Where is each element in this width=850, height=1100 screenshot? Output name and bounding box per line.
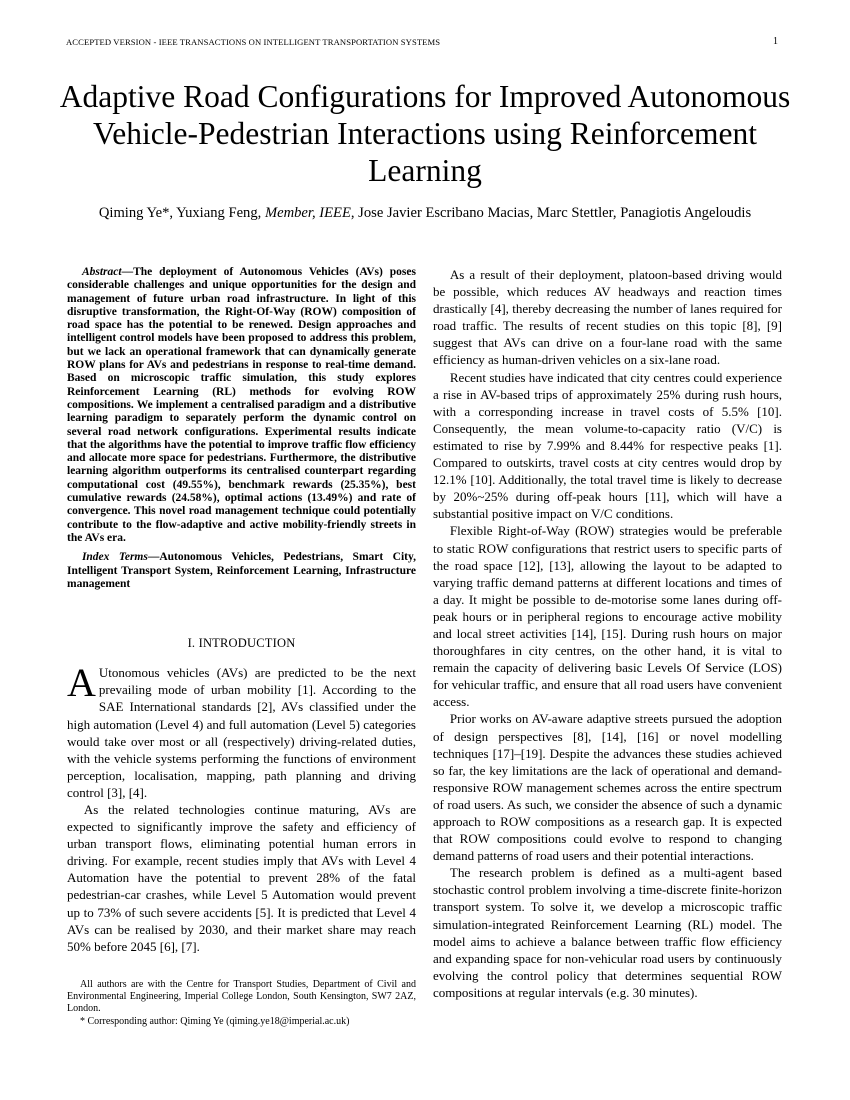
body-paragraph: Flexible Right-of-Way (ROW) strategies would be preferable to static ROW configurations that restrict users to specific parts of the road space [12], [13], allowing the layout to be adapted to varying traffic demand patterns at different locations and times of a day. It might be possible to de-motorise some lanes during off-peak hours or in peripheral regions to encourage active mobility and local street activities [14], [15]. During rush hours on major thoroughfares in city centres, on the other hand, it is vital to remain the capacity of delivering basic Levels Of Service (LOS) for vehicular traffic, and ensure that all road users have convenient access. [433,523,782,710]
abstract [67,266,416,545]
body-paragraph: The research problem is defined as a multi-agent based stochastic control problem involving a time-discrete finite-horizon transport system. To solve it, we develop a microscopic traffic simulation-integrated Reinforcement Learning (RL) model. The model aims to achieve a balance between traffic flow efficiency and expanding space for non-vehicular road users by continuously evolving the control policy that determines sequential ROW compositions at regular intervals (e.g. 30 minutes). [433,865,782,1000]
body-paragraph: Recent studies have indicated that city centres could experience a rise in AV-based trips of approximately 25% during rush hours, with a corresponding increase in travel costs of 5.5% [10]. Consequently, the mean volume-to-capacity ratio (V/C) is estimated to rise by 7.99% and 8.44% for respective peaks [1]. Compared to outskirts, travel costs at city centres would drop by 12.1% [10]. Additionally, the total travel time is likely to decrease by 20%~25% during off-peak hours [11], which will have a substantial positive impact on V/C conditions. [433,369,782,522]
index-terms-text: —Autonomous Vehicles, Pedestrians, Smart City, Intelligent Transport System, Reinforcement Learning, Infrastructure management [67,551,416,590]
abstract-lead: Abstract [81,266,122,278]
page-number: 1 [773,36,778,47]
index-terms [67,551,416,591]
body-paragraph: Prior works on AV-aware adaptive streets pursued the adoption of design perspectives [8], [14], [16] or novel modelling techniques [17]–[19]. Despite the advances these studies achieved so far, the key limitations are the lack of operational and demand-responsive ROW management schemes across the entire spectrum of road users. As such, we consider the absence of such a dynamic approach to ROW compositions as a research gap. It is expected that ROW compositions could evolve to respond to changing demand patterns of road users and their potential interactions. [433,711,782,864]
footnote-corresponding: * Corresponding author: Qiming Ye (qiming.ye18@imperial.ac.uk) [80,1015,350,1027]
authors-before: Qiming Ye*, Yuxiang Feng, [98,205,265,221]
left-column [67,266,416,1028]
section-title-rest: NTRODUCTION [202,636,296,651]
authors-after: , Jose Javier Escribano Macias, Marc Stettler, Panagiotis Angeloudis [350,205,752,221]
author-membership: Member, IEEE [264,205,351,221]
author-list [40,205,810,222]
abstract-text: —The deployment of Autonomous Vehicles (AVs) poses considerable challenges and unique opportunities for the design and management of future urban road infrastructure. In light of this disruptive transformation, the Right-Of-Way (ROW) composition of road space has the potential to be renewed. Design approaches and intelligent control models have been proposed to address this problem, but we lack an operational framework that can dynamically generate ROW plans for AVs and pedestrians in response to real-time demand. Based on microscopic traffic simulation, this study explores Reinforcement Learning (RL) methods for evolving ROW compositions. We implement a centralised paradigm and a distributive learning paradigm to separately perform the dynamic control on several road network configurations. Experimental results indicate that the algorithms have the potential to improve traffic flow efficiency and allocate more space for pedestrians. Furthermore, the distributive learning algorithm outperforms its centralised counterpart regarding computational cost (49.55%), benchmark rewards (25.35%), best cumulative rewards (24.58%), optimal actions (13.49%) and rate of convergence. This novel road management technique could potentially contribute to the flow-adaptive and active mobility-friendly streets in the AVs era. [67,266,416,544]
section-number: I. [187,636,199,651]
right-column [433,266,782,1001]
intro-paragraph-1 [67,660,416,801]
intro-p1-text: Utonomous vehicles (AVs) are predicted to be the next prevailing mode of urban mobility [1]. According to the SAE International standards [2], AVs classified under the high automation (Level 4) and full automation (Level 5) categories would take over most or all (respectively) driving-related duties, with the vehicle systems performing the functions of environment perception, localisation, mapping, path planning and driving control [3], [4]. [67,665,416,800]
section-heading [67,635,416,652]
footnote-affiliation: All authors are with the Centre for Transport Studies, Department of Civil and Environmental Engineering, Imperial College London, South Kensington, SW7 2AZ, London. [67,978,416,1015]
drop-cap: A [67,660,96,706]
index-terms-lead: Index Terms [81,551,148,564]
intro-paragraph-2: As the related technologies continue maturing, AVs are expected to significantly improve the safety and efficiency of urban transport flows, eliminating potential human errors in driving. For example, recent studies imply that AVs with Level 4 Automation have the potential to prevent 28% of the fatal pedestrian-car crashes, while Level 5 Automation would prevent up to 73% of such severe accidents [5]. It is predicted that Level 4 AVs can be realised by 2030, and their market share may reach 50% before 2045 [6], [7]. [67,801,416,954]
body-paragraph: As a result of their deployment, platoon-based driving would be possible, which reduces AV headways and reaction times drastically [4], thereby decreasing the number of lanes required for road traffic. The results of recent studies on this topic [8], [9] suggest that AVs can drive on a four-lane road with the same efficiency as human-driven vehicles on a six-lane road. [433,267,782,368]
running-header: ACCEPTED VERSION - IEEE TRANSACTIONS ON INTELLIGENT TRANSPORTATION SYSTEMS [66,37,441,47]
paper-title: Adaptive Road Configurations for Improved Autonomous Vehicle-Pedestrian Interactions using Reinforcement Learning [59,79,791,188]
section-initial: I [198,636,203,651]
